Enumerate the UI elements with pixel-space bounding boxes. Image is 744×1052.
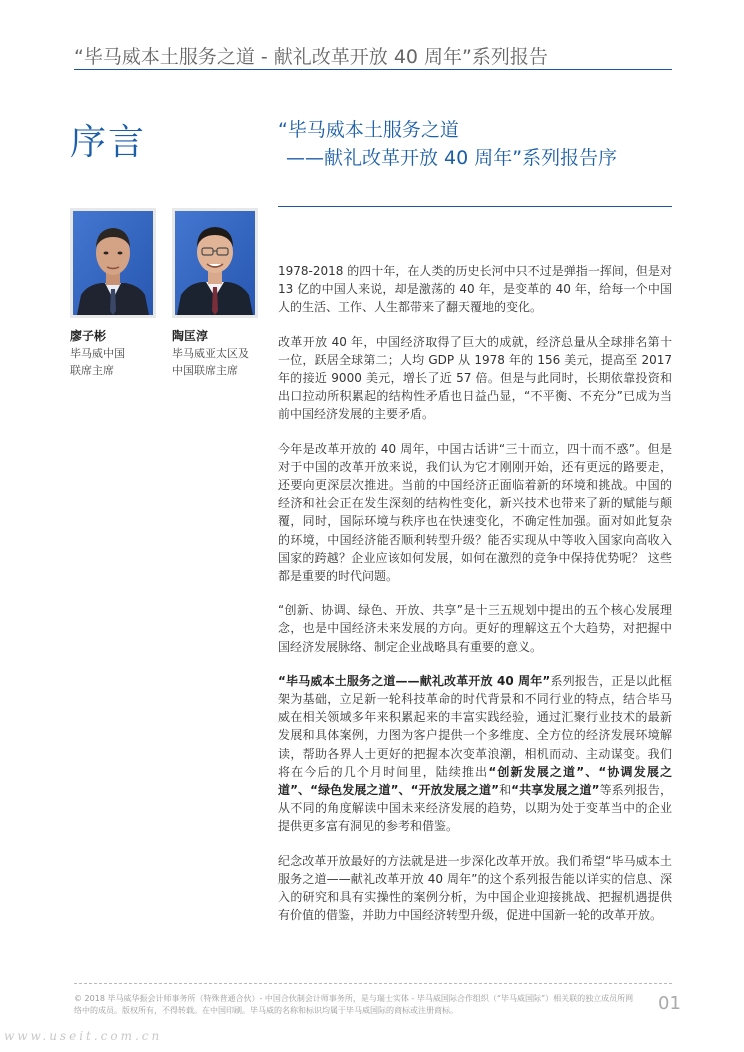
- emphasis-series-names: “创新发展之道”、“协调发展之道”、“绿色发展之道”、“开放发展之道”: [278, 764, 672, 798]
- body-text: [278, 262, 672, 941]
- header-divider: [74, 69, 672, 70]
- paragraph-text: 等系列报告，从不同的角度解读中国未来经济发展的趋势，以期为处于变革当中的企业提供更多富有洞见的参考和借鉴。: [278, 783, 672, 834]
- portrait-photo: [172, 208, 258, 318]
- body-paragraph-5: [278, 672, 672, 836]
- person-title-line1: 毕马威亚太区及: [172, 347, 249, 360]
- paragraph-text: 和: [498, 783, 512, 798]
- footer-copyright: © 2018 毕马威华振会计师事务所（特殊普通合伙）- 中国合伙制会计师事务所，是与瑞士实体 - 毕马威国际合作组织（“毕马威国际”）相关联的独立成员所网络中的成员。版权所有，不得转载。在中国印刷。毕马威的名称和标识均属于毕马威国际的商标或注册商标。: [74, 994, 634, 1015]
- watermark: www.useit.com.cn: [4, 1029, 163, 1043]
- portrait-liao-image: [73, 211, 153, 315]
- person-title-line2: 中国联席主席: [172, 364, 238, 377]
- body-paragraph-1: 1978-2018 的四十年，在人类的历史长河中只不过是弹指一挥间，但是对 13 亿的中国人来说，却是激荡的 40 年，是变革的 40 年，给每一个中国人的生活、工作、人生都带来了翻天覆地的变化。: [278, 264, 672, 315]
- page-number: 01: [658, 993, 681, 1014]
- header-title: “毕马威本土服务之道 - 献礼改革开放 40 周年”系列报告: [74, 46, 548, 68]
- person-title-line1: 毕马威中国: [70, 347, 125, 360]
- footer-divider: [74, 983, 672, 984]
- section-title: 序言: [70, 122, 147, 163]
- emphasis-series-name-last: “共享发展之道”: [511, 783, 600, 798]
- person-card-tao: [172, 208, 272, 379]
- body-paragraph-2: 改革开放 40 年，中国经济取得了巨大的成就，经济总量从全球排名第十一位，跃居全球第二；人均 GDP 从 1978 年的 156 美元，提高至 2017 年的接近 9000 美元，增长了近 57 倍。但是与此同时，长期依靠投资和出口拉动所积累起的结构性矛盾也日益凸显，“不平衡、不充分”已成为当前中国经济发展的主要矛盾。: [278, 334, 672, 422]
- report-title: [278, 116, 688, 172]
- person-title-line2: 联席主席: [70, 364, 114, 377]
- portrait-photo: [70, 208, 156, 318]
- report-title-line2: ——献礼改革开放 40 周年”系列报告序: [286, 147, 618, 169]
- emphasis-report-name: “毕马威本土服务之道——献礼改革开放 40 周年”: [278, 673, 551, 688]
- paragraph-text: 系列报告，正是以此框架为基础，立足新一轮科技革命的时代背景和不同行业的特点，结合毕马威在相关领域多年来积累起来的丰富实践经验，通过汇聚行业技术的最新发展和具体案例，力图为客户提供一个多维度、全方位的经济发展环境解读，帮助各界人士更好的把握本次变革浪潮，相机而动、主动谋变。我们将在今后的几个月时间里，陆续推出: [278, 673, 672, 779]
- portrait-tao-image: [175, 211, 255, 315]
- report-title-line1: “毕马威本土服务之道: [278, 119, 459, 141]
- person-name: 陶匡淳: [172, 329, 209, 343]
- body-paragraph-6: 纪念改革开放最好的方法就是进一步深化改革开放。我们希望“毕马威本土服务之道——献礼改革开放 40 周年”的这个系列报告能以详实的信息、深入的研究和具有实操性的案例分析，为中国企业迎接挑战、把握机遇提供有价值的借鉴，并助力中国经济转型升级，促进中国新一轮的改革开放。: [278, 853, 672, 923]
- body-paragraph-4: “创新、协调、绿色、开放、共享”是十三五规划中提出的五个核心发展理念，也是中国经济未来发展的方向。更好的理解这五个大趋势，对把握中国经济发展脉络、制定企业战略具有重要的意义。: [278, 603, 672, 654]
- body-paragraph-3: 今年是改革开放的 40 周年，中国古话讲“三十而立，四十而不惑”。但是对于中国的改革开放来说，我们认为它才刚刚开始，还有更远的路要走，还要向更深层次推进。当前的中国经济正面临着新的环境和挑战。中国的经济和社会正在发生深刻的结构性变化，新兴技术也带来了新的赋能与颠覆，同时，国际环境与秩序也在快速变化，不确定性加强。面对如此复杂的环境，中国经济能否顺利转型升级？能否实现从中等收入国家向高收入国家的跨越？企业应该如何发展，如何在激烈的竞争中保持优势呢？ 这些都是重要的时代问题。: [278, 441, 672, 584]
- person-name: 廖子彬: [70, 329, 107, 343]
- title-divider: [278, 206, 672, 207]
- person-card-liao: [70, 208, 170, 379]
